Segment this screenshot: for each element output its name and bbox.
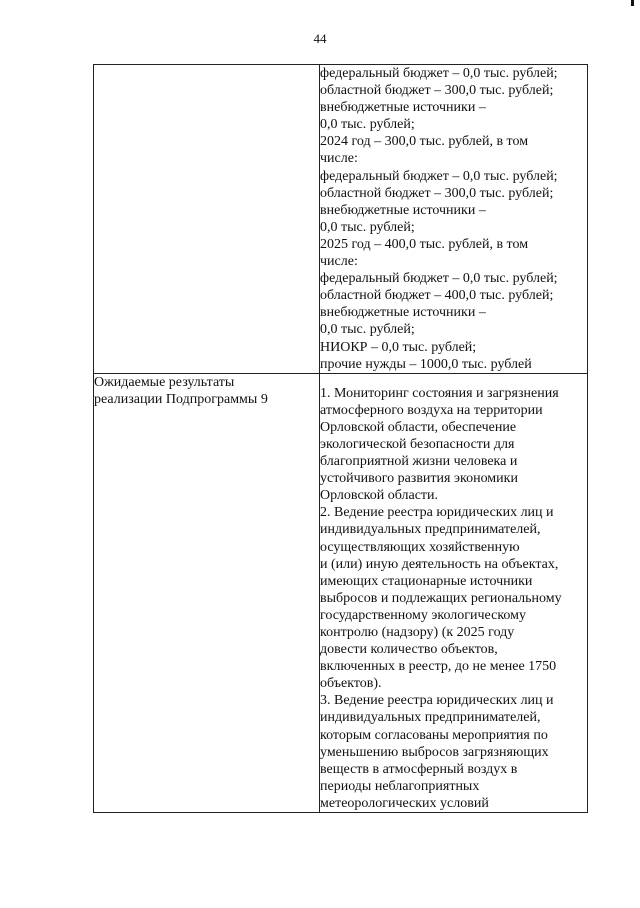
text-line: выбросов и подлежащих региональному [320, 590, 562, 606]
table-cell-value [320, 65, 588, 374]
text-line: областной бюджет – 300,0 тыс. рублей; [320, 83, 554, 99]
text-line: внебюджетные источники – [320, 100, 486, 116]
text-line: периоды неблагоприятных [320, 778, 480, 794]
text-line: атмосферного воздуха на территории [320, 402, 543, 418]
text-line: числе: [320, 254, 358, 270]
text-line: федеральный бюджет – 0,0 тыс. рублей; [320, 66, 558, 81]
text-line: осуществляющих хозяйственную [320, 539, 520, 555]
text-line: Орловской области, обеспечение [320, 419, 517, 435]
text-line: 2024 год – 300,0 тыс. рублей, в том [320, 134, 529, 150]
text-line: которым согласованы мероприятия по [320, 727, 548, 743]
table-row-funding [94, 65, 588, 374]
text-line: 0,0 тыс. рублей; [320, 219, 415, 235]
table-row-expected-results [94, 373, 588, 812]
text-line: Орловской области. [320, 488, 439, 504]
text-line: реализации Подпрограммы 9 [94, 391, 268, 407]
table-cell-label [94, 373, 320, 812]
text-line: веществ в атмосферный воздух в [320, 761, 518, 777]
text-line: довести количество объектов, [320, 642, 498, 658]
text-line: областной бюджет – 400,0 тыс. рублей; [320, 288, 554, 304]
text-line: федеральный бюджет – 0,0 тыс. рублей; [320, 271, 558, 287]
text-line: объектов). [320, 676, 382, 692]
table-cell-value [320, 373, 588, 812]
text-line: федеральный бюджет – 0,0 тыс. рублей; [320, 168, 558, 184]
text-line: устойчивого развития экономики [320, 471, 518, 487]
text-line: экологической безопасности для [320, 436, 515, 452]
text-line: внебюджетные источники – [320, 202, 486, 218]
text-line: имеющих стационарные источники [320, 573, 533, 589]
text-line: уменьшению выбросов загрязняющих [320, 744, 549, 760]
text-line: 1. Мониторинг состояния и загрязнения [320, 385, 559, 401]
text-line: государственному экологическому [320, 607, 527, 623]
page-number: 44 [313, 31, 327, 46]
text-line: 2025 год – 400,0 тыс. рублей, в том [320, 236, 529, 252]
text-line: 0,0 тыс. рублей; [320, 117, 415, 133]
text-line: областной бюджет – 300,0 тыс. рублей; [320, 185, 554, 201]
scan-mark [631, 0, 634, 6]
text-line: Ожидаемые результаты [94, 374, 235, 390]
text-line: метеорологических условий [320, 795, 489, 811]
text-line: внебюджетные источники – [320, 305, 486, 321]
text-line: числе: [320, 151, 358, 167]
text-line: НИОКР – 0,0 тыс. рублей; [320, 339, 477, 355]
program-table [93, 64, 588, 813]
table-cell-label [94, 65, 320, 374]
text-line: контролю (надзору) (к 2025 году [320, 625, 515, 640]
text-line: включенных в реестр, до не менее 1750 [320, 659, 557, 675]
text-line: прочие нужды – 1000,0 тыс. рублей [320, 356, 532, 372]
text-line: индивидуальных предпринимателей, [320, 522, 541, 538]
text-line: благоприятной жизни человека и [320, 454, 518, 470]
text-line: 2. Ведение реестра юридических лиц и [320, 505, 554, 521]
text-line: 3. Ведение реестра юридических лиц и [320, 693, 554, 709]
text-line: и (или) иную деятельность на объектах, [320, 556, 559, 572]
text-line: 0,0 тыс. рублей; [320, 322, 415, 338]
text-line: индивидуальных предпринимателей, [320, 710, 541, 726]
